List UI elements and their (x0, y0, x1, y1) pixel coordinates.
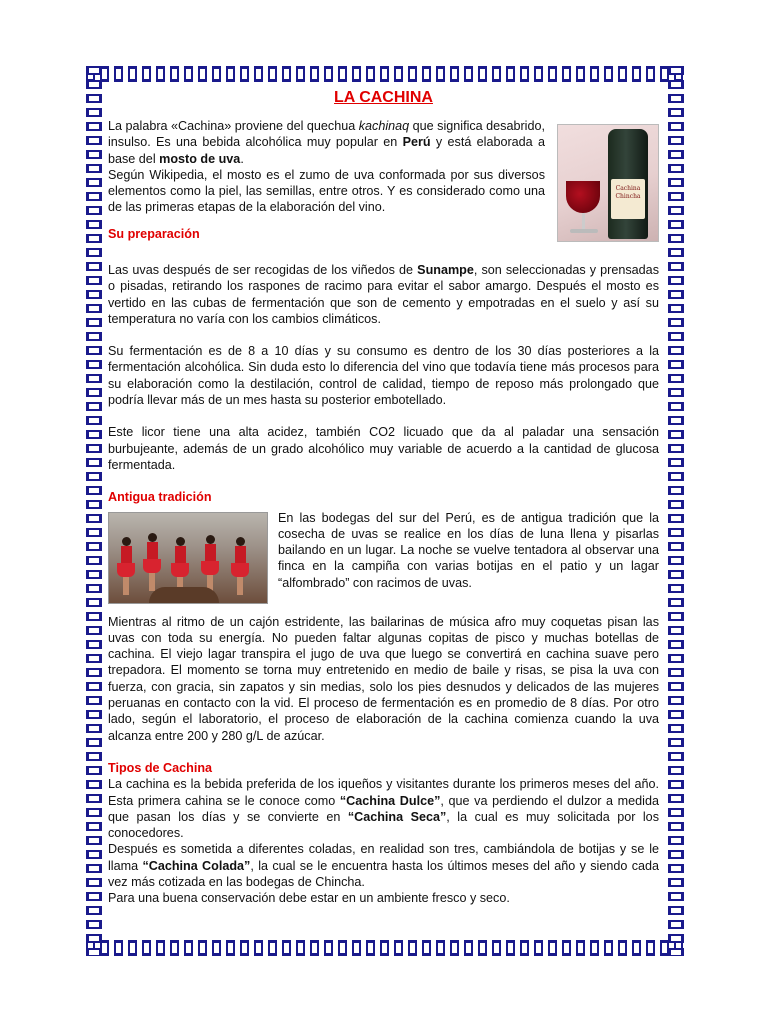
bottle-label: Cachina Chincha (611, 179, 645, 219)
border-right (668, 66, 684, 956)
border-top (86, 66, 684, 82)
tradicion-paragraph-1: En las bodegas del sur del Perú, es de antigua tradición que la cosecha de uvas se realice en los días de luna llena y pisarlas bailando en un lugar. La noche se vuelve tentadora al observar una finca en la campiña con varias botijas en el patio y un lagar “alfombrado” con racimos de uvas. (278, 510, 659, 590)
border-left (86, 66, 102, 956)
dancers-photo (108, 512, 268, 604)
preparacion-paragraph-1: Las uvas después de ser recogidas de los viñedos de Sunampe, son seleccionadas y prensadas o pisadas, retirando los raspones de racimo para evitar el sabor amargo. Después el mosto es vertido en las cubas de fermentación que son de cemento y empotradas en el suelo y así su temperatura no varía con los cambios climáticos. (108, 263, 659, 326)
tipos-paragraph-2: Después es sometida a diferentes coladas, en realidad son tres, cambiándola de botijas y se le llama “Cachina Colada”, la cual se le encuentra hasta los últimos meses del año y siendo cada vez más cotizada en las bodegas de Chincha. (108, 842, 660, 890)
preparacion-paragraph-2: Su fermentación es de 8 a 10 días y su consumo es dentro de los 30 días posteriores a la fermentación alcohólica. Sin duda esto lo diferencia del vino que todavía tiene más procesos para su elaboración como la destilación, control de calidad, tiempo de reposo más prolongado que podría llevar más de un mes hasta su posterior embotellado. (108, 344, 659, 408)
border-bottom (86, 940, 684, 956)
preparacion-paragraph-3: Este licor tiene una alta acidez, también CO2 licuado que da al paladar una sensación burbujeante, además de un grado alcohólico muy variable de acuerdo a la cantidad de glucosa fermentada. (108, 425, 659, 472)
intro-paragraph-2: Según Wikipedia, el mosto es el zumo de uva conformada por sus diversos elementos como la piel, las semillas, entre otros. Y es considerado como una de las primeras etapas de la elaboración del vino. (108, 167, 545, 215)
wine-glass-icon (566, 181, 600, 213)
wine-bottle-photo (557, 124, 659, 242)
tradicion-paragraph-2: Mientras al ritmo de un cajón estridente, las bailarinas de música afro muy coquetas pisan las uvas con toda su energía. No pueden faltar algunas copitas de pisco y muchas botellas de cachina. El viejo lagar transpira el jugo de uva que luego se convertirá en cachina suave pero trepadora. El momento se torna muy entretenido en medio de baile y risas, se pisa la uva con fuerza, con gracia, sin zapatos y sin medias, solo los pies desnudos y delicados de las mujeres peruanas en contacto con la vid. El proceso de fermentación es en promedio de 8 días. Por otro lado, según el laboratorio, el proceso de elaboración de la cachina comienza cuando la uva alcanza entre 200 y 280 g/L de azúcar. (108, 614, 659, 743)
tipos-paragraph-3: Para una buena conservación debe estar en un ambiente fresco y seco. (108, 891, 510, 906)
section-heading-tradicion: Antigua tradición (108, 490, 212, 505)
document-content (108, 88, 659, 907)
section-heading-preparacion: Su preparación (108, 226, 200, 241)
grape-tub-icon (149, 587, 219, 603)
tipos-paragraph-1: La cachina es la bebida preferida de los iqueños y visitantes durante los primeros meses del año. Esta primera cahina se le conoce como “Cachina Dulce”, que va perdiendo el dulzor a medida que pasan los días y se convierte en “Cachina Seca”, la cual es muy solicitada por los conocedores. (108, 777, 659, 841)
section-heading-tipos: Tipos de Cachina (108, 760, 213, 775)
intro-paragraph: La palabra «Cachina» proviene del quechua kachinaq que significa desabrido, insulso. Es una bebida alcohólica muy popular en Perú y está elaborada a base del mosto de uva. (108, 119, 545, 166)
page-title: LA CACHINA (334, 89, 433, 106)
